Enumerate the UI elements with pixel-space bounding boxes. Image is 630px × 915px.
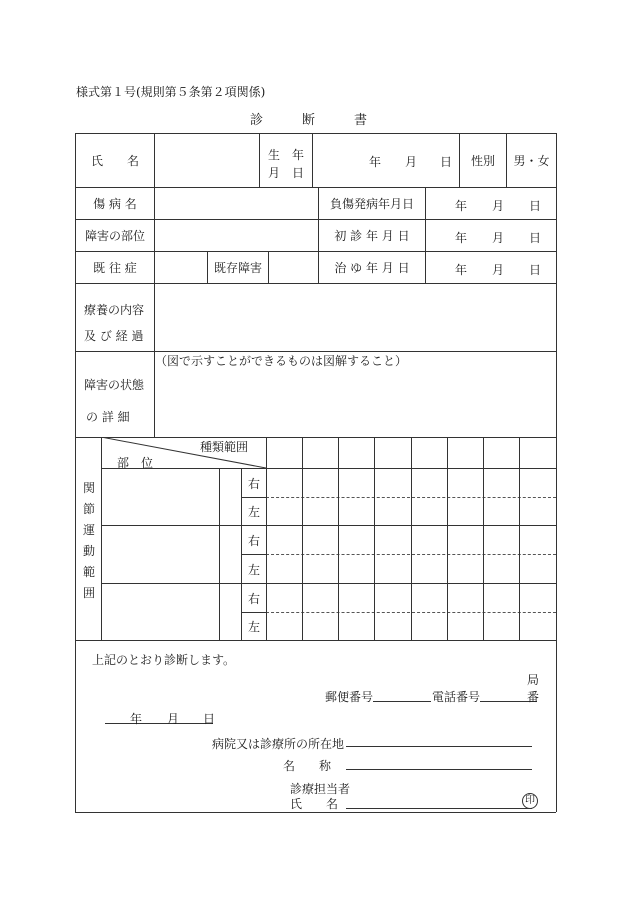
disability-detail-label: 障害の状態 の 詳 細	[84, 378, 145, 424]
onset-month: 月	[492, 199, 505, 213]
header-part: 部 位	[117, 456, 154, 470]
onset-year: 年	[455, 199, 468, 213]
left-label: 左	[247, 562, 260, 577]
birth-day: 日	[440, 155, 453, 169]
page-title: 診 断 書	[250, 113, 368, 128]
diagram-note: （図で示すことができるものは図解すること）	[155, 354, 408, 368]
birth-label: 生 年 月 日	[268, 148, 305, 180]
medical-history-field[interactable]	[155, 252, 207, 283]
existing-disability-label: 既存障害	[213, 261, 262, 275]
date-day: 日	[203, 712, 216, 726]
injury-label: 傷 病 名	[93, 197, 137, 211]
date-month: 月	[167, 712, 180, 726]
form-number: 様式第１号(規則第５条第２項関係)	[76, 85, 266, 99]
cure-date-label: 治 ゆ 年 月 日	[334, 261, 410, 275]
postal-field[interactable]	[373, 701, 431, 702]
phone-label: 電話番号	[432, 690, 481, 704]
hospital-address-label: 病院又は診療所の所在地	[212, 737, 345, 751]
cure-day: 日	[529, 263, 542, 277]
disability-detail-field[interactable]	[155, 370, 556, 437]
birth-month: 月	[405, 155, 418, 169]
injury-field[interactable]	[155, 188, 318, 219]
hospital-address-field[interactable]	[346, 746, 532, 747]
existing-disability-field[interactable]	[269, 252, 318, 283]
doctor-name-label: 氏 名	[290, 797, 339, 811]
onset-day: 日	[529, 199, 542, 213]
postal-label: 郵便番号	[325, 690, 374, 704]
medical-history-label: 既 往 症	[93, 261, 137, 275]
first-visit-month: 月	[492, 231, 505, 245]
name-field[interactable]	[155, 134, 259, 187]
birth-year: 年	[369, 155, 382, 169]
cure-year: 年	[455, 263, 468, 277]
first-visit-day: 日	[529, 231, 542, 245]
sex-value[interactable]: 男・女	[513, 154, 550, 168]
doctor-name-field[interactable]	[346, 808, 532, 809]
hospital-name-field[interactable]	[346, 769, 532, 770]
cure-month: 月	[492, 263, 505, 277]
treatment-label: 療養の内容 及 び 経 過	[84, 303, 145, 343]
right-label: 右	[247, 591, 260, 606]
treatment-field[interactable]	[155, 284, 556, 351]
joint-range-label: 関 節 運 動 範 囲	[82, 481, 95, 600]
statement: 上記のとおり診断します。	[92, 653, 236, 667]
doctor-label: 診療担当者	[290, 782, 351, 796]
sex-label: 性別	[470, 154, 495, 168]
disability-site-field[interactable]	[155, 220, 318, 251]
onset-date-label: 負傷発病年月日	[329, 197, 414, 211]
left-label: 左	[247, 620, 260, 634]
date-year: 年	[130, 712, 143, 726]
header-type-range: 種類範囲	[200, 440, 249, 454]
date-field[interactable]	[105, 723, 213, 724]
first-visit-label: 初 診 年 月 日	[334, 229, 410, 243]
right-label: 右	[247, 476, 260, 491]
ban-label: 番	[527, 690, 540, 704]
name-label: 氏 名	[90, 154, 139, 168]
left-label: 左	[247, 505, 260, 519]
kyoku-label: 局	[527, 673, 540, 687]
right-label: 右	[247, 533, 260, 548]
disability-site-label: 障害の部位	[84, 229, 145, 243]
seal-icon: 印	[522, 793, 538, 809]
first-visit-year: 年	[455, 231, 468, 245]
hospital-name-label: 名 称	[283, 759, 332, 773]
